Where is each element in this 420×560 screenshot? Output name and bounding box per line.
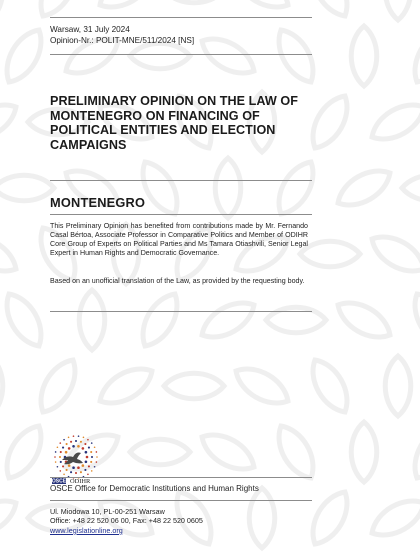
emblem-dot xyxy=(85,451,88,454)
document-title xyxy=(50,94,318,152)
body-rule xyxy=(50,311,312,312)
emblem-dot xyxy=(78,435,80,437)
emblem-dot xyxy=(59,456,61,458)
title-line: POLITICAL ENTITIES AND ELECTION xyxy=(50,123,276,137)
organization-name: OSCE Office for Democratic Institutions and Human Rights xyxy=(50,484,259,493)
emblem-dot xyxy=(82,464,85,467)
emblem-dot xyxy=(66,469,68,471)
emblem-dot xyxy=(73,435,75,437)
title-line: MONTENEGRO ON FINANCING OF xyxy=(50,108,260,123)
emblem-dot xyxy=(90,461,92,463)
emblem-dot xyxy=(72,445,75,448)
odihr-logo xyxy=(50,435,120,489)
emblem-dot xyxy=(65,451,68,454)
emblem-dot xyxy=(63,439,65,441)
emblem-dot xyxy=(86,456,89,459)
date-line: Warsaw, 31 July 2024 xyxy=(50,25,130,34)
title-rule xyxy=(50,180,312,181)
emblem-dot xyxy=(91,442,93,444)
emblem-dot xyxy=(90,451,92,453)
emblem-dot xyxy=(75,472,77,474)
emblem-dot xyxy=(68,464,71,467)
emblem-dot xyxy=(59,470,61,472)
emblem-dot xyxy=(87,473,89,475)
website-link[interactable]: www.legislationline.org xyxy=(50,525,123,535)
phone-fax-line: Office: +48 22 520 06 00, Fax: +48 22 520 0605 xyxy=(50,516,203,526)
emblem-dot xyxy=(80,441,82,443)
country-rule xyxy=(50,214,312,215)
emblem-dot xyxy=(87,439,89,441)
emblem-dot xyxy=(84,443,86,445)
emblem-dot xyxy=(55,461,57,463)
country-heading: MONTENEGRO xyxy=(50,195,146,210)
translation-paragraph: Based on an unofficial translation of the Law, as provided by the requesting body. xyxy=(50,277,305,285)
emblem-dot xyxy=(66,443,68,445)
contributors-paragraph: This Preliminary Opinion has benefited from contributions made by Mr. Fernando Casal Bértoa, Associate Professor in Comparative Politics and Member of ODIHR Core Group of Experts on Political Parties and Ms Tamara Otiashvili, Senior Legal Expert in Human Rights and Democratic Governance. xyxy=(50,222,308,257)
opinion-reference: Opinion-Nr.: POLIT-MNE/511/2024 [NS] xyxy=(50,36,195,45)
emblem-dot xyxy=(62,465,64,467)
emblem-dot xyxy=(72,466,75,469)
emblem-dot xyxy=(70,471,72,473)
emblem-dot xyxy=(83,437,85,439)
logo-rule xyxy=(50,477,312,478)
header-info xyxy=(50,24,194,46)
emblem-dot xyxy=(60,461,62,463)
address-block xyxy=(50,507,203,535)
emblem-dot xyxy=(94,446,96,448)
emblem-dot xyxy=(70,441,72,443)
emblem-dot xyxy=(82,447,85,450)
odihr-emblem-icon xyxy=(50,435,120,489)
emblem-dot xyxy=(77,445,80,448)
emblem-dot xyxy=(57,466,59,468)
emblem-dot xyxy=(62,447,64,449)
emblem-dot xyxy=(75,440,77,442)
title-line: PRELIMINARY OPINION ON THE LAW OF xyxy=(50,94,298,108)
emblem-dot xyxy=(68,437,70,439)
odihr-label: ODIHR xyxy=(70,478,91,485)
emblem-dot xyxy=(88,465,90,467)
emblem-dot xyxy=(59,442,61,444)
title-line: CAMPAIGNS xyxy=(50,137,127,152)
top-rule xyxy=(50,17,312,18)
osce-label: OSCE xyxy=(51,478,67,485)
emblem-dot xyxy=(54,456,56,458)
emblem-dot xyxy=(91,456,93,458)
emblem-dot xyxy=(55,451,57,453)
emblem-dot xyxy=(68,447,71,450)
emblem-dot xyxy=(60,451,62,453)
emblem-dot xyxy=(94,466,96,468)
footer-rule xyxy=(50,500,312,501)
emblem-dot xyxy=(84,469,86,471)
emblem-dot xyxy=(91,470,93,472)
emblem-dot xyxy=(80,471,82,473)
emblem-dot xyxy=(88,447,90,449)
address-line: Ul. Miodowa 10, PL-00-251 Warsaw xyxy=(50,507,165,516)
emblem-dot xyxy=(96,461,98,463)
emblem-dot xyxy=(85,460,88,463)
emblem-dot xyxy=(63,473,65,475)
header-rule xyxy=(50,54,312,55)
emblem-dot xyxy=(77,466,80,469)
emblem-dot xyxy=(96,451,98,453)
emblem-dot xyxy=(96,456,98,458)
emblem-dot xyxy=(57,446,59,448)
